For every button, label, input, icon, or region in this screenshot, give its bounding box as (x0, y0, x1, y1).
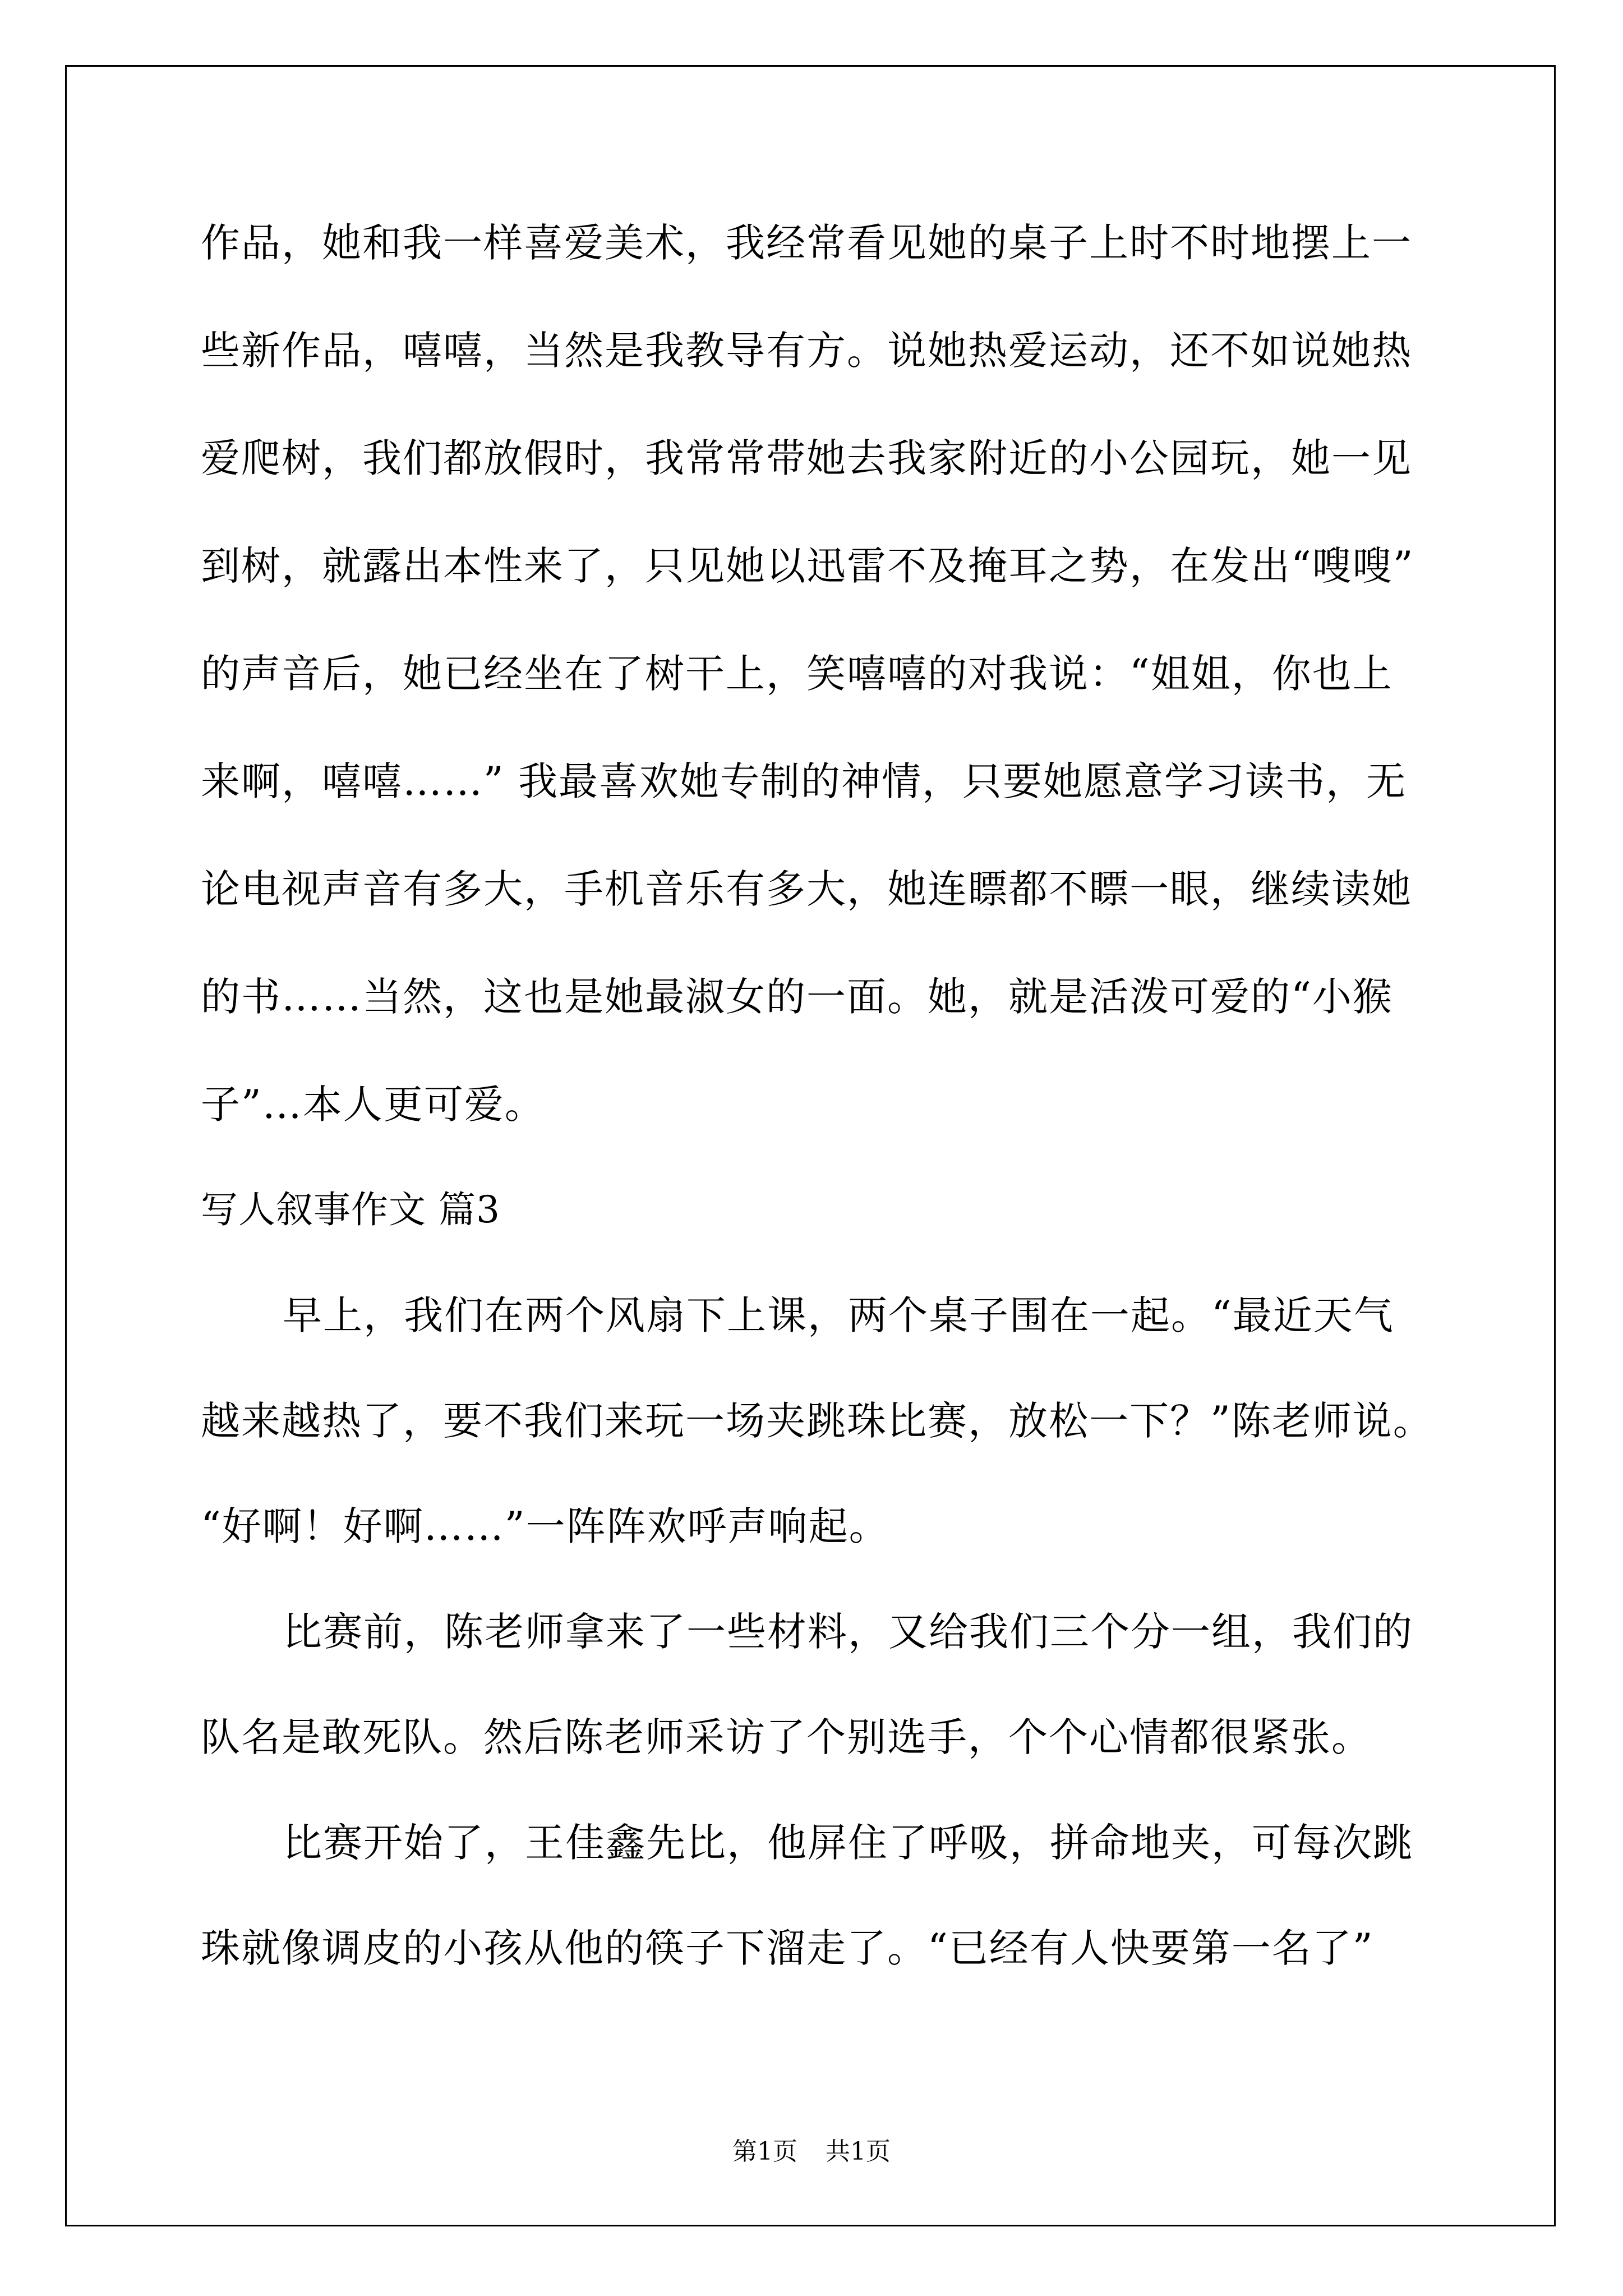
page-border (65, 65, 1556, 2226)
paragraph-line: 队名是敢死队。然后陈老师采访了个别选手，个个心情都很紧张。 (201, 1714, 1372, 1760)
paragraph-line: 些新作品，嘻嘻，当然是我教导有方。说她热爱运动，还不如说她热 (201, 328, 1412, 374)
page-footer (0, 2135, 1623, 2169)
paragraph-line: 爱爬树，我们都放假时，我常常带她去我家附近的小公园玩，她一见 (201, 435, 1412, 481)
page-total: 共1页 (826, 2137, 891, 2166)
paragraph-line: 的书……当然，这也是她最淑女的一面。她，就是活泼可爱的“小猴 (201, 974, 1393, 1020)
section-heading: 写人叙事作文 篇3 (201, 1188, 500, 1231)
paragraph-line: 论电视声音有多大，手机音乐有多大，她连瞟都不瞟一眼，继续读她 (201, 866, 1412, 912)
page-number: 第1页 (732, 2137, 797, 2166)
paragraph-line: 到树，就露出本性来了，只见她以迅雷不及掩耳之势，在发出“嗖嗖” (201, 543, 1414, 589)
paragraph-line: 越来越热了，要不我们来玩一场夹跳珠比赛，放松一下？”陈老师说。 (201, 1398, 1433, 1444)
paragraph-line: 早上，我们在两个风扇下上课，两个桌子围在一起。“最近天气 (283, 1292, 1394, 1338)
paragraph-line: “好啊！好啊……”一阵阵欢呼声响起。 (201, 1503, 889, 1549)
paragraph-line: 比赛前，陈老师拿来了一些材料，又给我们三个分一组，我们的 (283, 1609, 1413, 1655)
paragraph-line: 来啊，嘻嘻……” 我最喜欢她专制的神情，只要她愿意学习读书，无 (201, 758, 1407, 804)
paragraph-line: 珠就像调皮的小孩从他的筷子下溜走了。“已经有人快要第一名了” (201, 1925, 1374, 1971)
paragraph-line: 的声音后，她已经坐在了树干上，笑嘻嘻的对我说：“姐姐，你也上 (201, 651, 1393, 697)
paragraph-line: 子”…本人更可爱。 (201, 1082, 545, 1128)
paragraph-line: 作品，她和我一样喜爱美术，我经常看见她的桌子上时不时地摆上一 (201, 220, 1412, 266)
paragraph-line: 比赛开始了，王佳鑫先比，他屏住了呼吸，拼命地夹，可每次跳 (283, 1820, 1413, 1866)
